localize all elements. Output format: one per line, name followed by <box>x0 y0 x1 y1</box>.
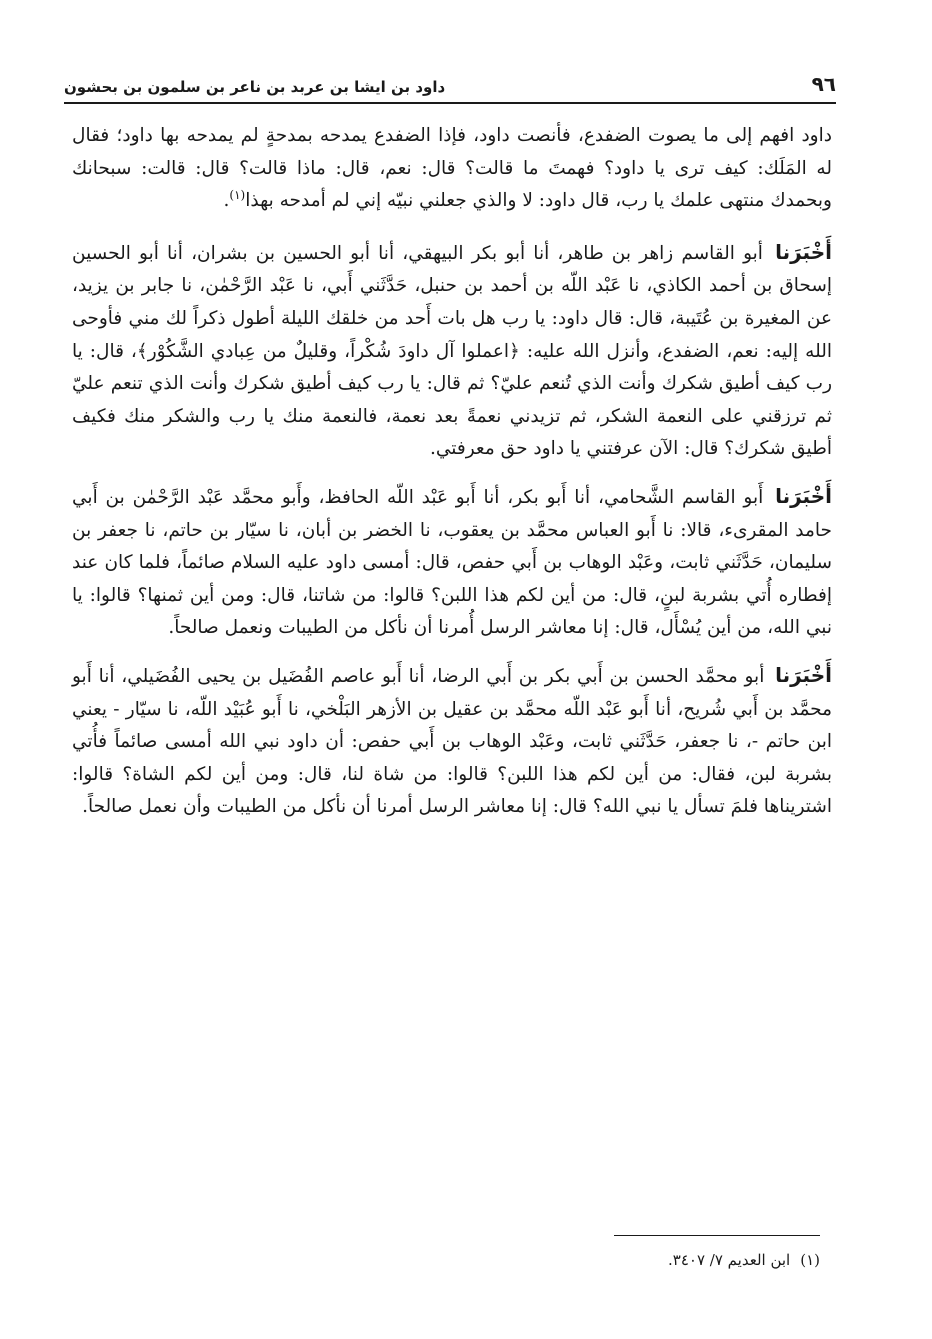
paragraph-4 <box>72 659 832 824</box>
paragraph-1 <box>72 120 832 218</box>
page-body <box>72 120 832 838</box>
footnote <box>668 1248 820 1272</box>
page-header <box>64 56 836 104</box>
footnote-text: ابن العديم ٧/ ٣٤٠٧. <box>668 1251 791 1269</box>
running-title: داود بن ايشا بن عربد بن ناعر بن سلمون بن بحشون <box>64 78 446 96</box>
paragraph-3 <box>72 480 832 645</box>
paragraph-text: أبو القاسم زاهر بن طاهر، أنا أبو بكر البيهقي، أنا أبو الحسين بن بشران، أنا أبو الحسين إسحاق بن أحمد الكاذي، نا عَبْد اللّه بن أحمد بن حنبل، حَدَّثَني أَبي، نا عَبْد الرَّحْمٰن، نا جابر بن يزيد، عن المغيرة بن عُتَيبة، قال: قال داود: يا رب هل بات أَحد من خلقك الليلة أطول ذكراً لك مني فأوحى الله إليه: نعم، الضفدع، وأنزل الله عليه: ﴿اعملوا آل داودَ شُكْراً، وقليلٌ من عِبادي الشَّكُوْر﴾، قال: يا رب كيف أطيق شكرك وأنت الذي تُنعم عليّ؟ ثم قال: يا رب كيف أطيق شكرك وأنت الذي تنعم عليّ ثم ترزقني على النعمة الشكر، ثم تزيدني نعمةً بعد نعمة، فالنعمة منك يا رب والشكر منك فكيف أطيق شكرك؟ قال: الآن عرفتني يا داود حق معرفتي. <box>72 242 832 460</box>
paragraph-lead-word: أَخْبَرَنا <box>775 483 832 508</box>
footnote-divider <box>614 1235 820 1236</box>
footnote-number: (١) <box>800 1251 820 1269</box>
paragraph-lead-word: أَخْبَرَنا <box>775 662 832 687</box>
paragraph-text: أَبو القاسم الشَّحامي، أنا أَبو بكر، أنا أَبو عَبْد اللّه الحافظ، وأَبو محمَّد عَبْد الرَّحْمٰن بن أَبي حامد المقرىء، قالا: نا أَبو العباس محمَّد بن يعقوب، نا الخضر بن أبان، نا سيّار بن حاتم، نا جعفر بن سليمان، حَدَّثَني ثابت، وعَبْد الوهاب بن أَبي حفص، قال: أمسى داود عليه السلام صائماً، فلما كان عند إفطاره أُتي بشربة لبنٍ، قال: من أين لكم هذا اللبن؟ قالوا: من شاتنا، قال: ومن أين ثمنها؟ قالوا: يا نبي الله، من أين يُسْأَل، قال: إنا معاشر الرسل أُمرنا أن نأكل من الطيبات ونعمل صالحاً. <box>72 486 832 639</box>
paragraph-text: داود افهم إلى ما يصوت الضفدع، فأنصت داود، فإذا الضفدع يمدحه بمدحةٍ لم يمدحه بها داود؛ فقال له المَلَك: كيف ترى يا داود؟ فهمتَ ما قالت؟ قال: نعم، قال: ماذا قالت؟ قال: قالت: سبحانك وبحمدك منتهى علمك يا رب، قال داود: لا والذي جعلني نبيّه إني لم أمدحه بهذا <box>72 125 832 212</box>
paragraph-lead-word: أَخْبَرَنا <box>775 239 832 264</box>
paragraph-text: أبو محمَّد الحسن بن أَبي بكر بن أَبي الرضا، أنا أَبو عاصم الفُضَيل بن يحيى الفُضَيلي، أنا أَبو محمَّد بن أَبي شُريح، أنا أَبو عَبْد اللّه محمَّد بن عقيل بن الأزهر البَلْخي، نا أَبو عُبَيْد اللّه، نا سيّار - يعني ابن حاتم -، نا جعفر، حَدَّثَني ثابت، وعَبْد الوهاب بن أَبي حفص: أن داود نبي الله أمسى صائماً فأُتي بشربة لبن، فقال: من أين لكم هذا اللبن؟ قالوا: من شاة لنا، قال: ومن أين لكم الشاة؟ قالوا: اشتريناها فلمَ تسأل يا نبي الله؟ قال: إنا معاشر الرسل أمرنا أن نأكل من الطيبات وأن نعمل صالحاً. <box>72 665 832 818</box>
footnote-reference: (١) <box>229 188 246 203</box>
paragraph-2 <box>72 236 832 466</box>
paragraph-tail: . <box>223 190 230 212</box>
page-number: ٩٦ <box>811 72 836 96</box>
